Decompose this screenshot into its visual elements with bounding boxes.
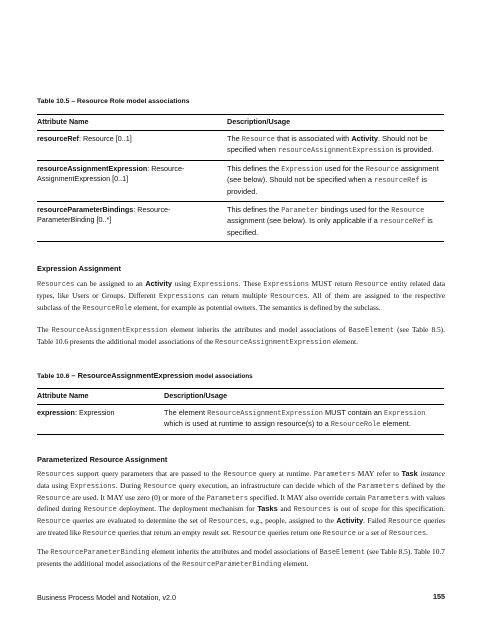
text-run: . Failed — [363, 516, 389, 526]
paragraph — [37, 547, 445, 571]
code-term: resourceAssignmentExpression — [277, 147, 394, 156]
code-term: Resources — [388, 529, 427, 538]
text-run: element inherits the attributes and model associations of — [167, 325, 349, 334]
attribute-name-cell — [37, 201, 227, 242]
table-caption — [37, 371, 253, 380]
text-run: data using — [37, 480, 71, 490]
attribute-name-cell — [37, 404, 164, 434]
table-caption: Table 10.5 – Resource Role model associations — [37, 98, 190, 105]
text-run: is out of scope for this specification. — [330, 504, 446, 514]
code-term: Parameters — [367, 494, 410, 503]
text-run: can be assigned to an — [74, 279, 146, 288]
text-run: (see Table 8.5). Table 10.6 presents the additional model associations of the — [37, 325, 445, 346]
text-run: queries return one — [265, 527, 323, 537]
text-run: (see Table 8.5). Table 10.7 presents the additional model associations of the — [37, 547, 445, 568]
text-run: The — [227, 133, 242, 143]
code-term: Resources — [37, 281, 75, 289]
code-term: Resource — [322, 529, 356, 538]
emphasis-term: Activity — [351, 133, 379, 143]
code-term: Resource — [388, 518, 422, 527]
text-run: . All of them are assigned to the respective subclass of the — [37, 290, 445, 312]
code-term: Expressions — [70, 482, 116, 491]
code-term: BaseElement — [348, 327, 395, 335]
code-term: Resource — [37, 494, 71, 503]
code-term: ResourceParameterBinding — [50, 549, 150, 557]
attribute-type: : Resource-AssignmentExpression [0..1] — [37, 163, 185, 184]
attribute-type: : Resource [0..1] — [78, 133, 132, 143]
code-term: Resource — [37, 518, 71, 527]
text-run: queries are evaluated to determine the set of — [70, 516, 209, 526]
text-run: . Should not be specified when — [227, 133, 428, 155]
attribute-name: resourceAssignmentExpression — [37, 163, 148, 173]
text-run: specified. It MAY also override certain — [247, 492, 368, 502]
code-term: Resource — [82, 529, 116, 538]
code-term: Parameters — [357, 482, 400, 491]
text-run: This defines the — [227, 163, 282, 173]
text-run: This defines the — [227, 204, 282, 214]
code-term: ResourceAssignmentExpression — [51, 327, 168, 335]
code-term: Expression — [384, 409, 426, 418]
code-term: Resource — [391, 206, 425, 215]
text-run: can return multiple — [204, 290, 271, 300]
text-run: The element — [164, 407, 208, 417]
code-term: resourceRef — [379, 218, 426, 227]
description-cell — [227, 201, 444, 242]
text-run: and — [277, 504, 294, 514]
section-heading: Expression Assignment — [37, 264, 121, 273]
attribute-name-cell — [37, 130, 227, 160]
text-run: assignment (see below). Is only applicable if a — [227, 216, 380, 226]
text-run: or a set of — [355, 527, 389, 537]
table-row — [37, 160, 444, 201]
code-term: Parameters — [206, 494, 248, 503]
code-term: Resource — [232, 529, 266, 538]
text-run: . These — [238, 279, 264, 288]
text-run: support query parameters that are passed to the — [74, 469, 224, 478]
text-run: entity related data types, like Users or Groups. Different — [37, 279, 446, 300]
description-cell — [164, 404, 444, 434]
code-term: Resource — [354, 281, 388, 289]
code-term: Expressions — [193, 281, 239, 289]
page-number: 155 — [433, 592, 445, 601]
text-run: is provided. — [227, 175, 427, 196]
text-run: MUST return — [308, 279, 355, 288]
caption-label: Table 10.6 — [37, 373, 70, 380]
italic-term: instance — [417, 469, 445, 478]
paragraph — [37, 325, 445, 349]
text-run: element, for example as potential owners. The semantics is defined by the subclass. — [132, 302, 381, 312]
column-header: Description/Usage — [227, 115, 444, 131]
text-run: defined by the — [399, 480, 446, 490]
code-term: Resources — [208, 518, 247, 527]
paragraph — [37, 469, 445, 540]
code-term: Expression — [281, 165, 323, 174]
code-term: resourceRef — [374, 177, 420, 186]
code-term: ResourceRole — [82, 304, 132, 313]
code-term: ResourceRole — [330, 421, 381, 430]
code-term: BaseElement — [319, 549, 365, 557]
table-row — [37, 130, 444, 160]
text-run: assignment (see below). Should not be specified when a — [227, 163, 439, 185]
code-term: Resources — [37, 471, 75, 479]
text-run: element inherits the attributes and model associations of — [149, 547, 320, 556]
code-term: Parameter — [281, 206, 319, 215]
text-run: that is associated with — [274, 133, 352, 143]
code-term: Resource — [83, 506, 117, 515]
text-run: bindings used for the — [318, 204, 392, 214]
code-term: Expressions — [158, 292, 205, 301]
code-term: ResourceAssignmentExpression — [215, 338, 331, 347]
emphasis-term: Task — [401, 469, 418, 478]
text-run: , e.g., people, assigned to the — [246, 516, 337, 526]
attribute-name: expression — [37, 407, 75, 417]
table-row — [37, 404, 444, 434]
code-term: ResourceAssignmentExpression — [207, 409, 323, 418]
footer-title: Business Process Model and Notation, v2.0 — [37, 593, 177, 602]
code-term: Resource — [143, 482, 177, 491]
text-run: queries are treated like — [37, 516, 445, 537]
text-run: with values defined during — [37, 492, 445, 514]
column-header: Attribute Name — [37, 115, 227, 131]
code-term: Resource — [241, 135, 275, 144]
code-term: Resource — [223, 471, 257, 479]
attribute-name: resourceRef — [37, 133, 79, 143]
text-run: queries that return an empty result set. — [115, 527, 233, 537]
attribute-name: resourceParameterBindings — [37, 204, 134, 214]
text-run: MAY refer to — [355, 469, 402, 478]
text-run: The — [37, 547, 51, 556]
emphasis-term: Activity — [336, 516, 364, 526]
table-row — [37, 201, 444, 242]
description-cell — [227, 130, 444, 160]
code-term: ResourceParameterBinding — [182, 560, 282, 569]
code-term: Expressions — [263, 281, 309, 289]
code-term: Parameters — [313, 471, 356, 479]
text-run: element. — [281, 558, 309, 568]
text-run: MUST contain an — [322, 407, 385, 417]
text-run: are used. It MAY use zero (0) or more of the — [70, 492, 207, 502]
attribute-type: : Resource-ParameterBinding [0..*] — [37, 204, 171, 225]
text-run: . During — [115, 480, 144, 490]
section-heading: Parameterized Resource Assignment — [37, 455, 168, 464]
resource-role-table — [37, 114, 444, 242]
code-term: Resources — [293, 506, 331, 515]
attribute-name-cell — [37, 160, 227, 201]
code-term: Resources — [270, 292, 308, 301]
text-run: element. — [330, 336, 358, 346]
text-run: which is used at runtime to assign resource(s) to a — [164, 419, 331, 429]
text-run: query at runtime. — [256, 469, 314, 478]
description-cell — [227, 160, 444, 201]
text-run: using — [172, 279, 194, 288]
text-run: deployment. The deployment mechanism for — [116, 504, 258, 514]
text-run: . — [426, 527, 429, 537]
text-run: The — [37, 325, 52, 334]
caption-title: – ResourceAssignmentExpression — [69, 371, 194, 380]
emphasis-term: Tasks — [257, 504, 278, 514]
column-header: Attribute Name — [37, 389, 164, 405]
emphasis-term: Activity — [145, 279, 173, 288]
text-run: query execution, an infrastructure can decide which of the — [176, 480, 358, 490]
text-run: is provided. — [393, 145, 434, 155]
text-run: is specified. — [227, 216, 433, 237]
code-term: Resource — [365, 165, 399, 174]
text-run: used for the — [322, 163, 366, 173]
attribute-type: : Expression — [74, 407, 115, 417]
paragraph — [37, 279, 445, 314]
text-run: element. — [380, 419, 411, 429]
column-header: Description/Usage — [164, 389, 444, 405]
resource-assignment-expression-table — [37, 388, 444, 435]
caption-suffix: model associations — [193, 373, 253, 380]
